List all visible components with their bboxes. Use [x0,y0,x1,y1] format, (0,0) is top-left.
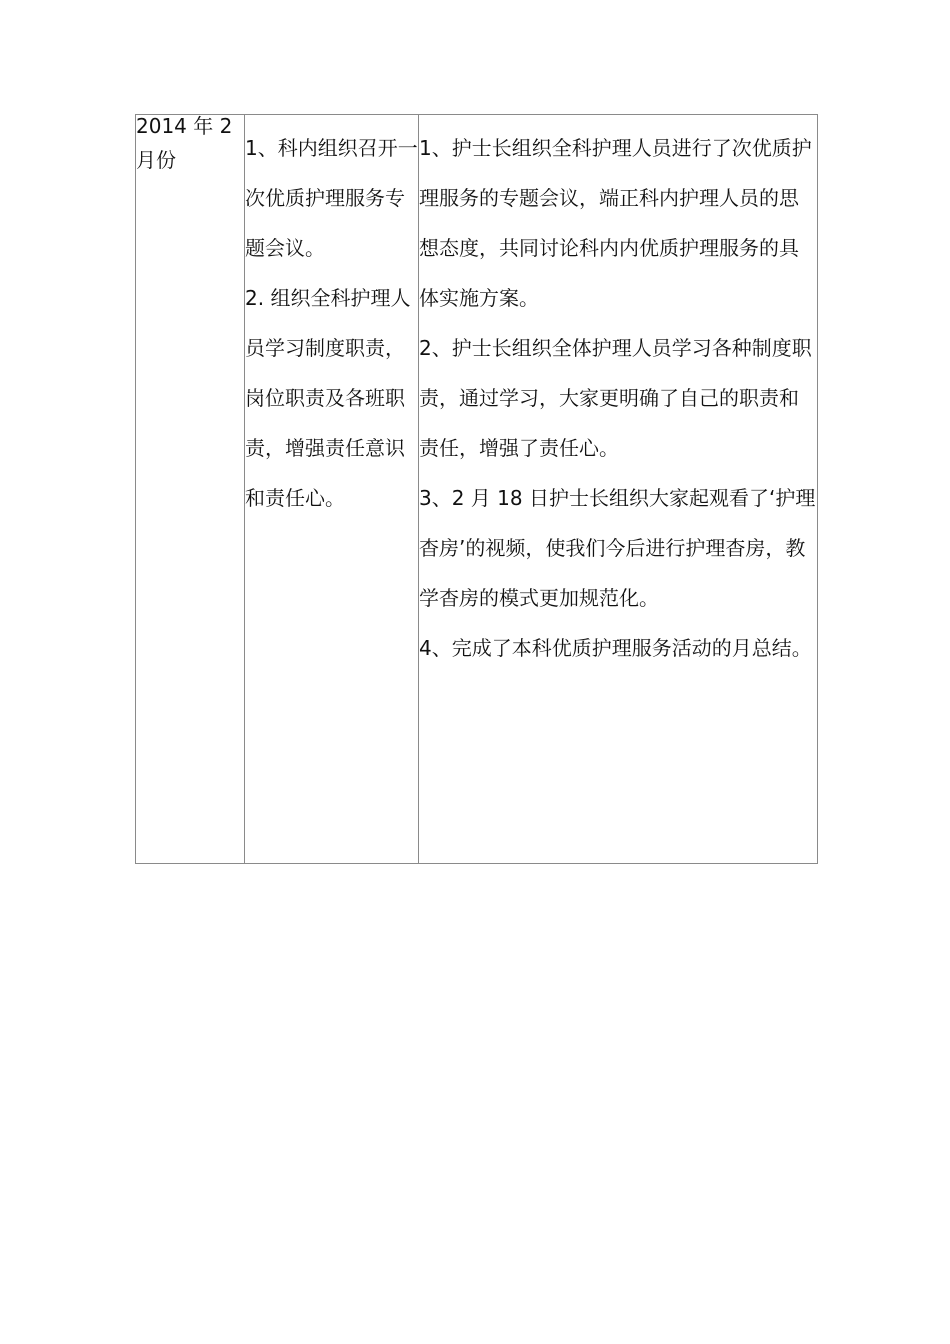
plan-cell [245,115,419,864]
date-text: 2014 年 2 月份 [136,114,233,172]
work-plan-table [135,114,818,864]
table-row [136,115,818,864]
result-item: 3、2 月 18 日护士长组织大家起观看了‘护理杳房’的视频，使我们今后进行护理杳房，教学杳房的模式更加规范化。 [419,486,816,610]
plan-item: 1、科内组织召开一次优质护理服务专题会议。 [245,136,418,260]
result-item: 1、护士长组织全科护理人员进行了次优质护理服务的专题会议，端正科内护理人员的思想态度，共同讨论科内内优质护理服务的具体实施方案。 [419,136,812,310]
results-cell [419,115,818,864]
result-item: 4、完成了本科优质护理服务活动的月总结。 [419,636,812,660]
result-item: 2、护士长组织全体护理人员学习各种制度职责，通过学习，大家更明确了自己的职责和责任，增强了责任心。 [419,336,812,460]
date-cell [136,115,245,864]
plan-item: 2. 组织全科护理人员学习制度职责，岗位职责及各班职责，增强责任意识和责任心。 [245,286,411,510]
